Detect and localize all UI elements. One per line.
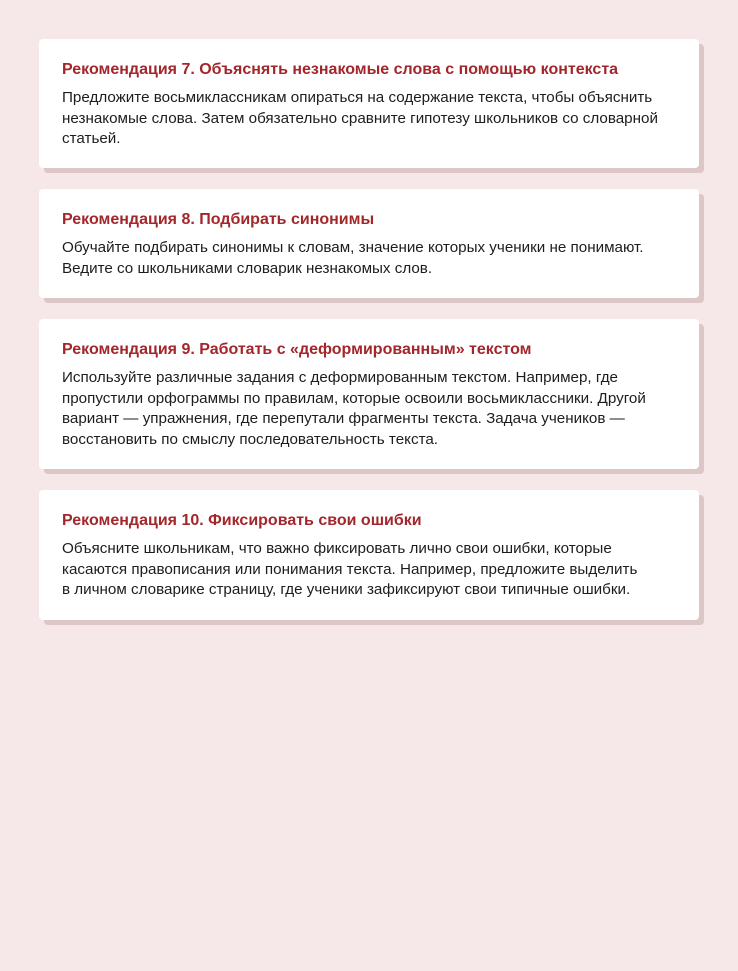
text-line: незнакомые слова. Затем обязательно сравните гипотезу школьников со словарной [62,109,658,127]
recommendation-title: Рекомендация 7. Объяснять незнакомые слова с помощью контекста [62,61,619,78]
recommendation-text [62,539,675,601]
recommendation-text [62,368,675,450]
recommendation-card-10 [39,490,699,620]
text-line: статьей. [62,130,121,147]
recommendation-card-7 [39,39,699,168]
recommendation-title: Рекомендация 8. Подбирать синонимы [62,211,375,228]
text-line: восстановить по смыслу последовательность текста. [62,430,439,448]
recommendation-title: Рекомендация 10. Фиксировать свои ошибки [62,512,422,529]
text-line: Ведите со школьниками словарик незнакомых слов. [62,259,433,277]
text-line: Объясните школьникам, что важно фиксировать лично свои ошибки, которые [62,540,612,557]
recommendation-text [62,88,675,150]
recommendation-text [62,238,675,279]
recommendation-card-8 [39,189,699,298]
text-line: в личном словарике страницу, где ученики зафиксируют свои типичные ошибки. [62,581,631,598]
text-line: Используйте различные задания с деформированным текстом. Например, где [62,369,619,386]
text-line: пропустили орфограммы по правилам, которые освоили восьмиклассники. Другой [62,389,646,407]
text-line: Обучайте подбирать синонимы к словам, значение которых ученики не понимают. [62,239,644,256]
recommendation-title: Рекомендация 9. Работать с «деформированным» текстом [62,341,532,358]
recommendation-card-9 [39,319,699,469]
text-line: Предложите восьмиклассникам опираться на содержание текста, чтобы объяснить [62,89,653,106]
text-line: касаются правописания или понимания текста. Например, предложите выделить [62,560,638,578]
text-line: вариант — упражнения, где перепутали фрагменты текста. Задача учеников — [62,410,625,427]
